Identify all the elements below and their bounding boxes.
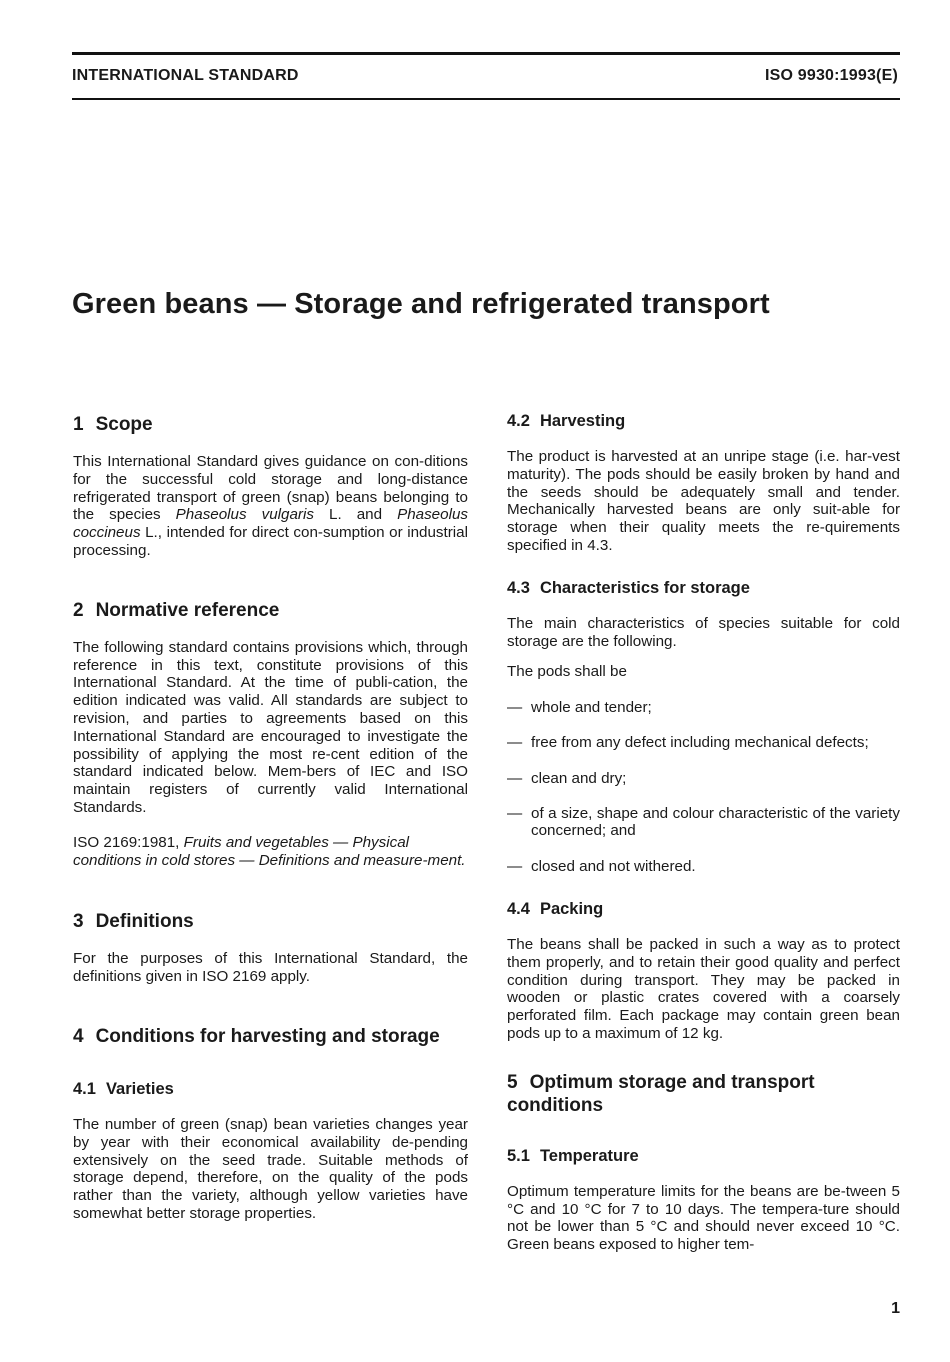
subsection-heading	[73, 1080, 468, 1099]
section-1-scope	[73, 414, 468, 560]
varieties-paragraph: The number of green (snap) bean varieties changes year by year with their economical availability de-pending extensively on the seed trade. Suitable methods of storage depend, therefore, on the quality of the pods rather than the variety, although yellow varieties have somewhat better storage properties.	[73, 1115, 468, 1222]
section-number: 3	[73, 911, 84, 933]
section-heading	[73, 1026, 468, 1048]
subsection-heading	[507, 412, 900, 431]
section-number: 2	[73, 599, 84, 621]
list-item	[507, 858, 900, 876]
section-heading	[507, 1071, 900, 1117]
left-column	[73, 408, 468, 1223]
definitions-paragraph: For the purposes of this International Standard, the definitions given in ISO 2169 apply.	[73, 950, 468, 986]
list-item-text: whole and tender;	[531, 699, 652, 717]
list-item-text: closed and not withered.	[531, 858, 696, 876]
dash-marker: —	[507, 699, 523, 717]
document-title: Green beans — Storage and refrigerated transport	[72, 288, 770, 320]
subsection-number: 5.1	[507, 1146, 530, 1165]
section-5-optimum-conditions	[507, 1071, 900, 1117]
subsection-heading	[507, 1147, 900, 1166]
header-rule-top	[72, 52, 900, 55]
characteristics-paragraph: The main characteristics of species suitable for cold storage are the following.	[507, 614, 900, 650]
section-2-normative-reference	[73, 600, 468, 870]
reference-entry	[73, 834, 468, 870]
scope-paragraph	[73, 453, 468, 560]
text-run: L. and	[313, 506, 398, 524]
right-column	[507, 408, 900, 1254]
reference-title: Fruits and vegetables — Physical conditions in cold stores — Definitions and measure-ment.	[73, 833, 466, 869]
subsection-title: Temperature	[539, 1146, 639, 1165]
section-3-definitions	[73, 911, 468, 986]
reference-number: ISO 2169:1981,	[73, 833, 184, 851]
list-item	[507, 770, 900, 788]
subsection-number: 4.2	[507, 412, 530, 430]
section-4-conditions	[73, 1026, 468, 1048]
section-title: Scope	[95, 414, 153, 435]
subsection-title: Characteristics for storage	[539, 578, 750, 597]
normative-paragraph: The following standard contains provisions which, through reference in this text, constitute provisions of this International Standard. At the time of publi-cation, the edition indicated was valid. All standards are subject to revision, and parties to agreements based on this International Standard are encouraged to investigate the possibility of applying the most re-cent edition of the standard indicated below. Mem-bers of IEC and ISO maintain registers of currently valid International Standards.	[73, 638, 468, 816]
species-name: Phaseolus vulgaris	[175, 506, 314, 524]
dash-marker: —	[507, 804, 523, 822]
section-heading	[73, 911, 468, 933]
subsection-title: Harvesting	[539, 412, 626, 430]
section-heading	[73, 414, 468, 436]
section-5-1-temperature	[507, 1147, 900, 1254]
page-number: 1	[891, 1300, 900, 1317]
list-item-text: clean and dry;	[531, 769, 627, 787]
packing-paragraph: The beans shall be packed in such a way as to protect them properly, and to retain their good quality and perfect condition during transport. They may be packed in wooden or plastic crates covered with a coarsely perforated film. Each package may contain green bean pods up to a maximum of 12 kg.	[507, 935, 900, 1042]
section-number: 5	[507, 1071, 518, 1093]
temperature-paragraph: Optimum temperature limits for the beans are be-tween 5 °C and 10 °C for 7 to 10 days. The tempera-ture should not be lower than 5 °C and should never exceed 10 °C. Green beans exposed to higher tem-	[507, 1182, 900, 1254]
header-rule-bottom	[72, 98, 900, 100]
subsection-number: 4.3	[507, 578, 530, 597]
subsection-number: 4.1	[73, 1079, 96, 1098]
section-title: Normative reference	[95, 599, 280, 621]
text-run: L., intended for direct con-sumption or industrial processing.	[73, 524, 468, 559]
section-title: Conditions for harvesting and storage	[95, 1025, 440, 1047]
species-name: Phaseolus coccineus	[73, 506, 468, 542]
section-4-4-packing	[507, 900, 900, 1043]
list-item-text: free from any defect including mechanical defects;	[531, 733, 869, 751]
section-heading	[73, 600, 468, 622]
list-item-text: of a size, shape and colour characteristic of the variety concerned; and	[531, 804, 900, 840]
list-item	[507, 805, 900, 841]
subsection-heading	[507, 900, 900, 919]
section-title: Optimum storage and transport conditions	[507, 1071, 815, 1116]
document-type-label: INTERNATIONAL STANDARD	[72, 67, 299, 84]
dash-marker: —	[507, 733, 523, 751]
subsection-number: 4.4	[507, 899, 530, 918]
text-run: This International Standard gives guidance on con-ditions for the successful cold storage and long-distance refrigerated transport of green (snap) beans belonging to the species	[73, 453, 468, 524]
standard-number: ISO 9930:1993(E)	[764, 67, 898, 84]
section-4-2-harvesting	[507, 412, 900, 555]
harvesting-paragraph: The product is harvested at an unripe stage (i.e. har-vest maturity). The pods should be easily broken by hand and the seeds should be adequately small and tender. Mechanically harvested beans are only suit-able for storage when their quality meets the re-quirements specified in 4.3.	[507, 448, 900, 554]
list-item	[507, 699, 900, 717]
subsection-title: Packing	[539, 899, 604, 918]
subsection-title: Varieties	[105, 1079, 174, 1098]
section-number: 4	[73, 1025, 84, 1047]
section-number: 1	[73, 414, 84, 435]
section-title: Definitions	[95, 911, 194, 933]
subsection-heading	[507, 579, 900, 598]
pods-intro: The pods shall be	[507, 663, 627, 681]
list-item	[507, 734, 900, 752]
dash-marker: —	[507, 858, 523, 876]
section-4-3-characteristics	[507, 579, 900, 876]
section-4-1-varieties	[73, 1080, 468, 1223]
dash-marker: —	[507, 769, 523, 787]
